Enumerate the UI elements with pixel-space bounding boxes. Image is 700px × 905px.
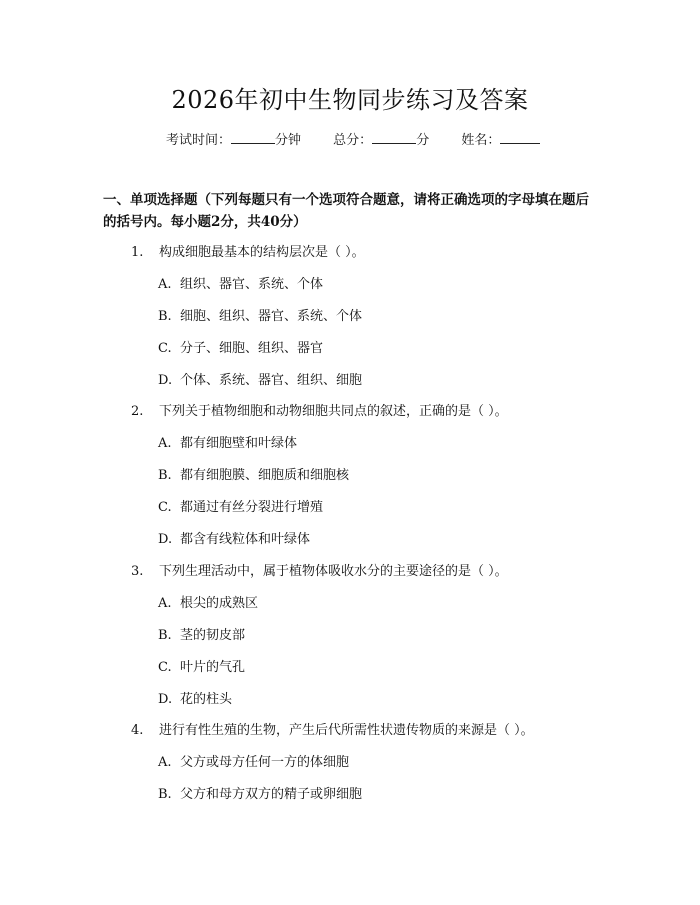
option-letter: D. bbox=[158, 532, 173, 547]
total-score-unit: 分 bbox=[416, 133, 430, 148]
option-1a bbox=[158, 275, 323, 295]
option-text: 父方或母方任何一方的体细胞 bbox=[180, 755, 350, 770]
option-text: 都含有线粒体和叶绿体 bbox=[180, 532, 311, 547]
question-text: 下列关于植物细胞和动物细胞共同点的叙述，正确的是（ ）。 bbox=[159, 404, 508, 419]
total-score-blank bbox=[372, 131, 416, 144]
option-text: 叶片的气孔 bbox=[180, 660, 246, 675]
option-3d bbox=[158, 690, 232, 710]
option-letter: D. bbox=[158, 692, 173, 707]
option-3c bbox=[158, 658, 245, 678]
option-letter: B. bbox=[158, 628, 172, 643]
option-text: 都有细胞膜、细胞质和细胞核 bbox=[180, 468, 350, 483]
question-number: 1. bbox=[131, 245, 144, 260]
question-3 bbox=[131, 562, 508, 582]
question-number: 3. bbox=[131, 564, 144, 579]
option-2c bbox=[158, 498, 323, 518]
question-number: 2. bbox=[131, 404, 144, 419]
option-text: 细胞、组织、器官、系统、个体 bbox=[180, 309, 363, 324]
section-heading: 一、单项选择题（下列每题只有一个选项符合题意，请将正确选项的字母填在题后的括号内。每小题2分，共40分） bbox=[103, 192, 589, 230]
option-4b bbox=[158, 785, 362, 805]
question-2 bbox=[131, 402, 508, 422]
option-letter: A. bbox=[158, 596, 172, 611]
option-1d bbox=[158, 371, 362, 391]
option-letter: A. bbox=[158, 436, 172, 451]
question-text: 构成细胞最基本的结构层次是（ ）。 bbox=[159, 245, 365, 260]
option-letter: A. bbox=[158, 277, 172, 292]
question-text: 下列生理活动中，属于植物体吸收水分的主要途径的是（ ）。 bbox=[159, 564, 508, 579]
option-4a bbox=[158, 753, 349, 773]
student-name-label: 姓名： bbox=[461, 133, 501, 148]
total-score-label: 总分： bbox=[333, 133, 373, 148]
option-2a bbox=[158, 434, 297, 454]
option-text: 花的柱头 bbox=[180, 692, 233, 707]
student-name-blank bbox=[500, 131, 540, 144]
option-text: 组织、器官、系统、个体 bbox=[180, 277, 324, 292]
exam-time-label: 考试时间： bbox=[166, 133, 232, 148]
exam-time-field bbox=[166, 131, 301, 151]
option-text: 分子、细胞、组织、器官 bbox=[180, 341, 324, 356]
option-letter: C. bbox=[158, 660, 172, 675]
option-letter: C. bbox=[158, 341, 172, 356]
option-text: 根尖的成熟区 bbox=[180, 596, 259, 611]
option-letter: D. bbox=[158, 373, 173, 388]
option-1b bbox=[158, 307, 362, 327]
option-letter: A. bbox=[158, 755, 172, 770]
option-1c bbox=[158, 339, 323, 359]
option-text: 个体、系统、器官、组织、细胞 bbox=[180, 373, 363, 388]
option-letter: B. bbox=[158, 309, 172, 324]
option-text: 茎的韧皮部 bbox=[180, 628, 246, 643]
question-number: 4. bbox=[131, 723, 144, 738]
exam-info-line bbox=[166, 131, 540, 151]
option-letter: C. bbox=[158, 500, 172, 515]
question-1 bbox=[131, 243, 365, 263]
question-text: 进行有性生殖的生物，产生后代所需性状遗传物质的来源是（ ）。 bbox=[159, 723, 534, 738]
exam-time-blank bbox=[231, 131, 275, 144]
option-text: 都有细胞壁和叶绿体 bbox=[180, 436, 298, 451]
option-2d bbox=[158, 530, 310, 550]
option-3a bbox=[158, 594, 258, 614]
option-2b bbox=[158, 466, 349, 486]
option-letter: B. bbox=[158, 468, 172, 483]
option-3b bbox=[158, 626, 245, 646]
question-4 bbox=[131, 721, 534, 741]
student-name-field bbox=[461, 131, 540, 151]
option-text: 都通过有丝分裂进行增殖 bbox=[180, 500, 324, 515]
total-score-field bbox=[333, 131, 429, 151]
option-letter: B. bbox=[158, 787, 172, 802]
option-text: 父方和母方双方的精子或卵细胞 bbox=[180, 787, 363, 802]
exam-time-unit: 分钟 bbox=[275, 133, 302, 148]
page-title: 2026年初中生物同步练习及答案 bbox=[171, 86, 529, 114]
